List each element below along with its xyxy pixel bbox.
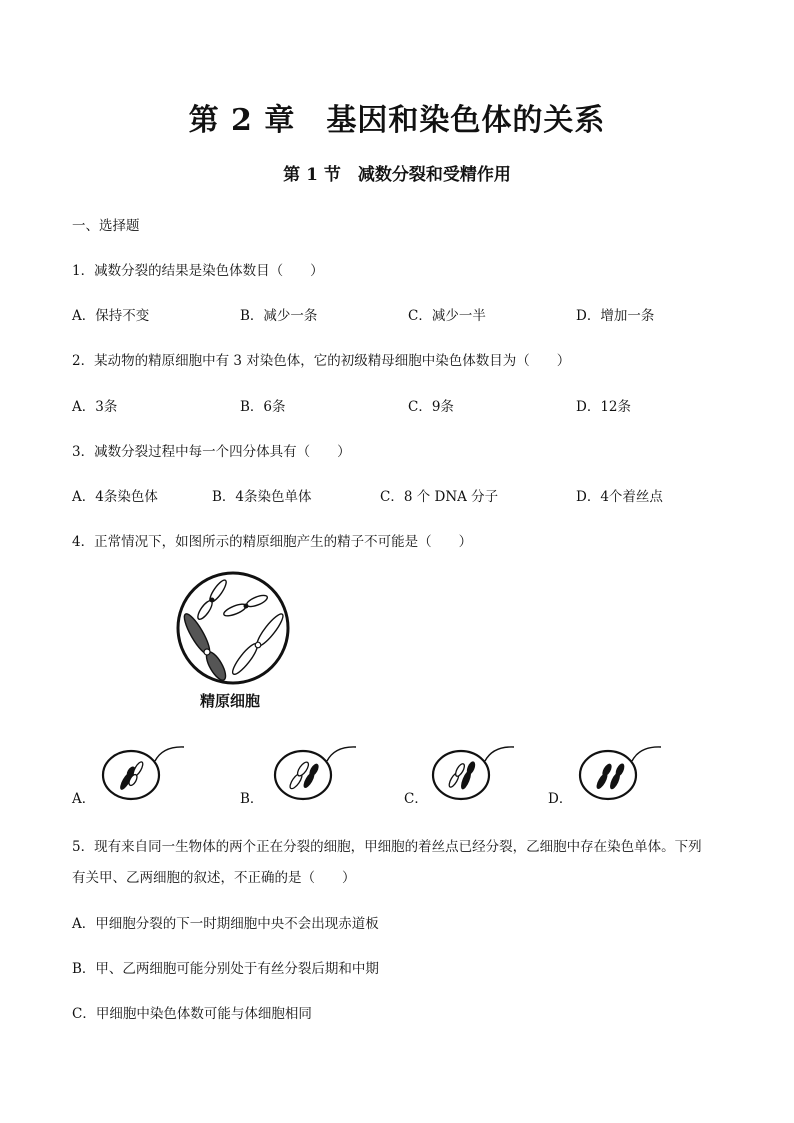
question-5-option-a[interactable]: A．甲细胞分裂的下一时期细胞中央不会出现赤道板 [72,916,379,932]
part-heading: 一、选择题 [72,218,140,234]
question-4-option-c[interactable]: C． [404,791,428,807]
question-4-option-d[interactable]: D． [548,791,573,807]
question-3-option-d[interactable]: D．4个着丝点 [576,489,663,505]
question-5-option-b[interactable]: B．甲、乙两细胞可能分别处于有丝分裂后期和中期 [72,961,379,977]
question-5-stem-line-2: 有关甲、乙两细胞的叙述，不正确的是（ ） [72,870,356,886]
question-4-option-a[interactable]: A． [72,791,96,807]
chapter-title: 第 2 章 基因和染色体的关系 [188,103,606,138]
question-5-option-c[interactable]: C．甲细胞中染色体数可能与体细胞相同 [72,1006,312,1022]
sperm-option-d[interactable] [577,743,667,803]
question-2-option-d[interactable]: D．12条 [576,399,632,415]
question-2-option-c[interactable]: C．9条 [408,399,454,415]
question-3-option-b[interactable]: B．4条染色单体 [212,489,312,505]
sperm-option-c[interactable] [430,743,520,803]
question-1-option-c[interactable]: C．减少一半 [408,308,486,324]
question-2-option-b[interactable]: B．6条 [240,399,286,415]
question-1-option-b[interactable]: B．减少一条 [240,308,318,324]
question-1-option-a[interactable]: A．保持不变 [72,308,150,324]
sperm-option-a[interactable] [100,743,190,803]
question-3-option-a[interactable]: A．4条染色体 [72,489,158,505]
question-3-option-c[interactable]: C．8 个 DNA 分子 [380,489,499,505]
question-5-stem-line-1: 5．现有来自同一生物体的两个正在分裂的细胞，甲细胞的着丝点已经分裂，乙细胞中存在染色单体。下列 [72,839,702,855]
question-1-option-d[interactable]: D．增加一条 [576,308,655,324]
question-2-stem: 2．某动物的精原细胞中有 3 对染色体，它的初级精母细胞中染色体数目为（ ） [72,353,571,369]
question-4-option-b[interactable]: B． [240,791,264,807]
question-4-stem: 4．正常情况下，如图所示的精原细胞产生的精子不可能是（ ） [72,534,473,550]
question-3-stem: 3．减数分裂过程中每一个四分体具有（ ） [72,444,351,460]
figure-caption: 精原细胞 [200,692,261,710]
sperm-option-b[interactable] [272,743,362,803]
spermatogonium-figure [170,568,300,688]
section-title: 第 1 节 减数分裂和受精作用 [283,165,511,185]
question-2-option-a[interactable]: A．3条 [72,399,118,415]
question-1-stem: 1．减数分裂的结果是染色体数目（ ） [72,263,324,279]
